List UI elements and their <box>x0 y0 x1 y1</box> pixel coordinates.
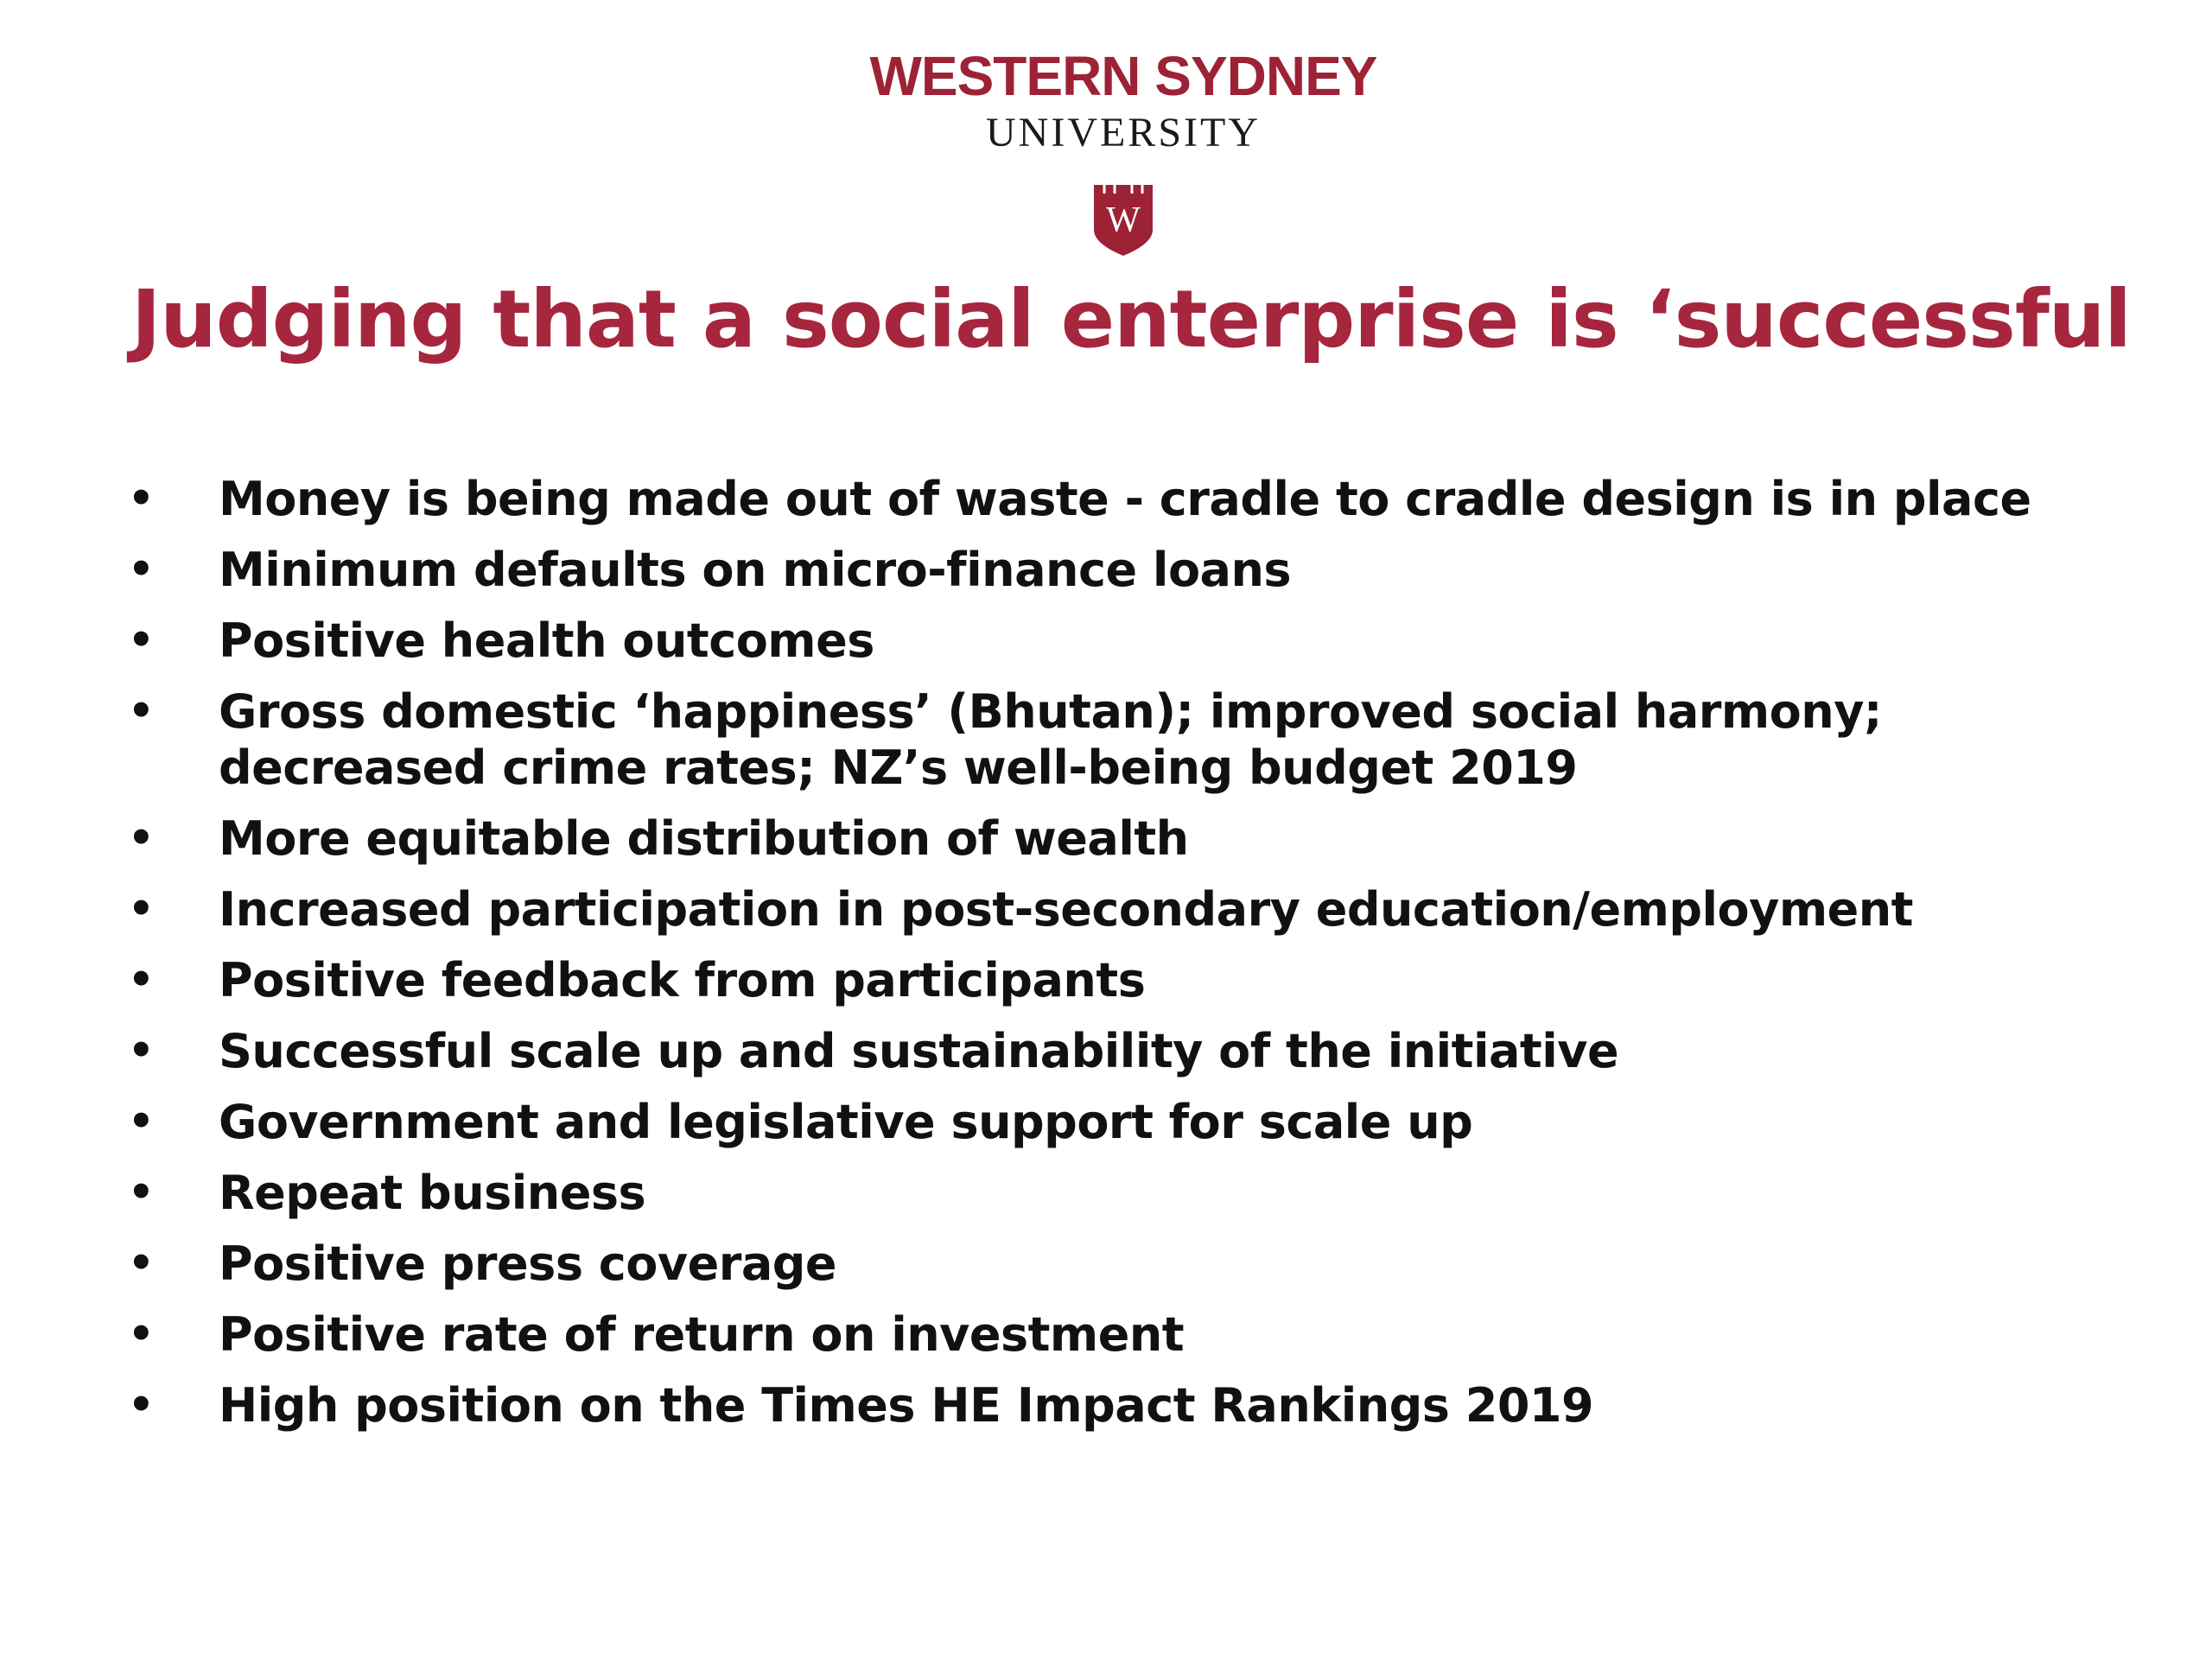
list-item-text: More equitable distribution of wealth <box>219 811 1189 866</box>
logo-wordmark-western-sydney: WESTERN SYDNEY <box>869 45 1377 107</box>
bullet-list <box>128 471 2115 1448</box>
list-item-text: High position on the Times HE Impact Rankings 2019 <box>219 1378 1594 1433</box>
list-item-text: Minimum defaults on micro-finance loans <box>219 543 1292 597</box>
list-item <box>128 1377 2115 1433</box>
shield-letter: W <box>1106 200 1141 240</box>
list-item-text: Positive feedback from participants <box>219 953 1146 1007</box>
bullet-dot-icon: • <box>128 474 155 523</box>
list-item <box>128 1094 2115 1150</box>
bullet-dot-icon: • <box>128 545 155 594</box>
list-item-text: Increased participation in post-secondary education/employment <box>219 882 1913 937</box>
university-shield-icon <box>1090 181 1156 257</box>
bullet-dot-icon: • <box>128 1310 155 1358</box>
bullet-dot-icon: • <box>128 1239 155 1287</box>
bullet-dot-icon: • <box>128 1097 155 1146</box>
list-item-text: Repeat business <box>219 1166 646 1220</box>
bullet-dot-icon: • <box>128 1027 155 1075</box>
list-item <box>128 1165 2115 1221</box>
list-item-text: Positive health outcomes <box>219 613 874 668</box>
list-item <box>128 471 2115 527</box>
bullet-dot-icon: • <box>128 1168 155 1217</box>
list-item-text: Money is being made out of waste - cradle to cradle design is in place <box>219 472 2031 526</box>
list-item-text: Gross domestic ‘happiness’ (Bhutan); improved social harmony; decreased crime rates; NZ’s well-being budget 2019 <box>219 684 1882 795</box>
list-item-text: Successful scale up and sustainability of the initiative <box>219 1024 1619 1078</box>
bullet-dot-icon: • <box>128 616 155 664</box>
list-item <box>128 1023 2115 1079</box>
list-item-text: Positive rate of return on investment <box>219 1307 1185 1362</box>
list-item <box>128 952 2115 1008</box>
logo-wordmark-university: UNIVERSITY <box>986 110 1261 156</box>
list-item-text: Positive press coverage <box>219 1236 837 1291</box>
list-item <box>128 613 2115 669</box>
list-item <box>128 1236 2115 1292</box>
bullet-dot-icon: • <box>128 1381 155 1429</box>
bullet-dot-icon: • <box>128 956 155 1004</box>
list-item <box>128 1306 2115 1363</box>
list-item <box>128 683 2115 796</box>
bullet-dot-icon: • <box>128 814 155 862</box>
list-item-text: Government and legislative support for scale up <box>219 1095 1473 1149</box>
list-item <box>128 810 2115 867</box>
bullet-dot-icon: • <box>128 885 155 933</box>
slide-title: Judging that a social enterprise is ‘successful <box>131 273 2131 365</box>
list-item <box>128 881 2115 938</box>
university-logo <box>864 43 1382 257</box>
bullet-dot-icon: • <box>128 687 155 735</box>
list-item <box>128 542 2115 598</box>
